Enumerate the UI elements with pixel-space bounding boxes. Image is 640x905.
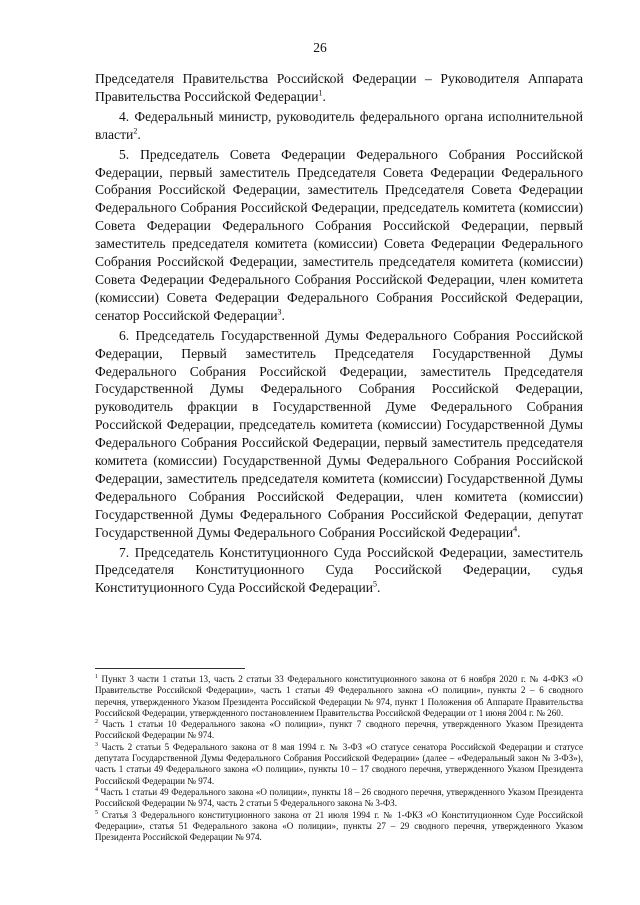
paragraph-item-4: 4. Федеральный министр, руководитель федерального органа исполнительной власти$^2$. [95,108,583,142]
footnote: $^4$ Часть 1 статьи 49 Федерального закона «О полиции», пункты 18 – 26 сводного перечня, утвержденного Указом Президента Российской Федерации № 974, часть 2 статьи 5 Федерального закона № 3-ФЗ. [95,786,583,809]
footnote: $^1$ Пункт 3 части 1 статьи 13, часть 2 статьи 33 Федерального конституционного закона от 6 ноября 2020 г. № 4-ФКЗ «О Правительстве Российской Федерации», часть 1 статьи 49 Федерального закона «О полиции», пункты 2 – 6 сводного перечня, утвержденного Указом Президента Российской Федерации № 974, пункт 1 Положения об Аппарате Правительства Российской Федерации, утвержденного постановлением Правительства Российской Федерации от 1 июня 2004 г. № 260. [95,673,583,718]
footnote-divider [95,668,245,669]
footnote-ref[interactable]: 5 [373,579,377,589]
footnote-ref[interactable]: 4 [513,524,518,534]
paragraph-item-5: 5. Председатель Совета Федерации Федерального Собрания Российской Федерации, первый заместитель Председателя Совета Федерации Федерального Собрания Российской Федерации, заместитель Председателя Совета Федерации Федерального Собрания Российской Федерации, председатель комитета (комиссии) Совета Федерации Федерального Собрания Российской Федерации, первый заместитель председателя комитета (комиссии) Совета Федерации Федерального Собрания Российской Федерации, заместитель председателя комитета (комиссии) Совета Федерации Федерального Собрания Российской Федерации, член комитета (комиссии) Совета Федерации Федерального Собрания Российской Федерации, сенатор Российской Федерации$^3$. [95,146,583,323]
footnote-ref[interactable]: 1 [318,88,323,98]
paragraph-item-6: 6. Председатель Государственной Думы Федерального Собрания Российской Федерации, Первый заместитель Председателя Государственной Думы Федерального Собрания Российской Федерации, заместитель Председателя Государственной Думы Федерального Собрания Российской Федерации, руководитель фракции в Государственной Думе Федерального Собрания Российской Федерации, председатель комитета (комиссии) Государственной Думы Федерального Собрания Российской Федерации, первый заместитель председателя комитета (комиссии) Государственной Думы Федерального Собрания Российской Федерации, заместитель председателя комитета (комиссии) Государственной Думы Федерального Собрания Российской Федерации, член комитета (комиссии) Государственной Думы Федерального Собрания Российской Федерации, депутат Государственной Думы Федерального Собрания Российской Федерации$^4$. [95,327,583,540]
footnote: $^5$ Статья 3 Федерального конституционного закона от 21 июля 1994 г. № 1-ФКЗ «О Конституционном Суде Российской Федерации», статья 51 Федерального закона «О полиции», пункты 27 – 29 сводного перечня, утвержденного Указом Президента Российской Федерации № 974. [95,809,583,843]
footnote-ref[interactable]: 3 [277,307,282,317]
footnote-ref[interactable]: 2 [133,126,138,136]
paragraph-continuation: Председателя Правительства Российской Федерации – Руководителя Аппарата Правительства Российской Федерации$^1$. [95,71,583,104]
footnote: $^2$ Часть 1 статьи 10 Федерального закона «О полиции», пункт 7 сводного перечня, утвержденного Указом Президента Российской Федерации № 974. [95,719,583,741]
page-number: 26 [313,40,327,55]
paragraph-item-7: 7. Председатель Конституционного Суда Российской Федерации, заместитель Председателя Конституционного Суда Российской Федерации, судья Конституционного Суда Российской Федерации$^5$. [95,544,583,596]
footnote: $^3$ Часть 2 статьи 5 Федерального закона от 8 мая 1994 г. № 3-ФЗ «О статусе сенатора Российской Федерации и статусе депутата Государственной Думы Федерального Собрания Российской Федерации» (далее – «Федеральный закон № 3-ФЗ»), часть 1 статьи 49 Федерального закона «О полиции», пункты 10 – 17 сводного перечня, утвержденного Указом Президента Российской Федерации № 974. [95,741,583,786]
footnotes [95,674,583,843]
body-text [95,70,583,597]
